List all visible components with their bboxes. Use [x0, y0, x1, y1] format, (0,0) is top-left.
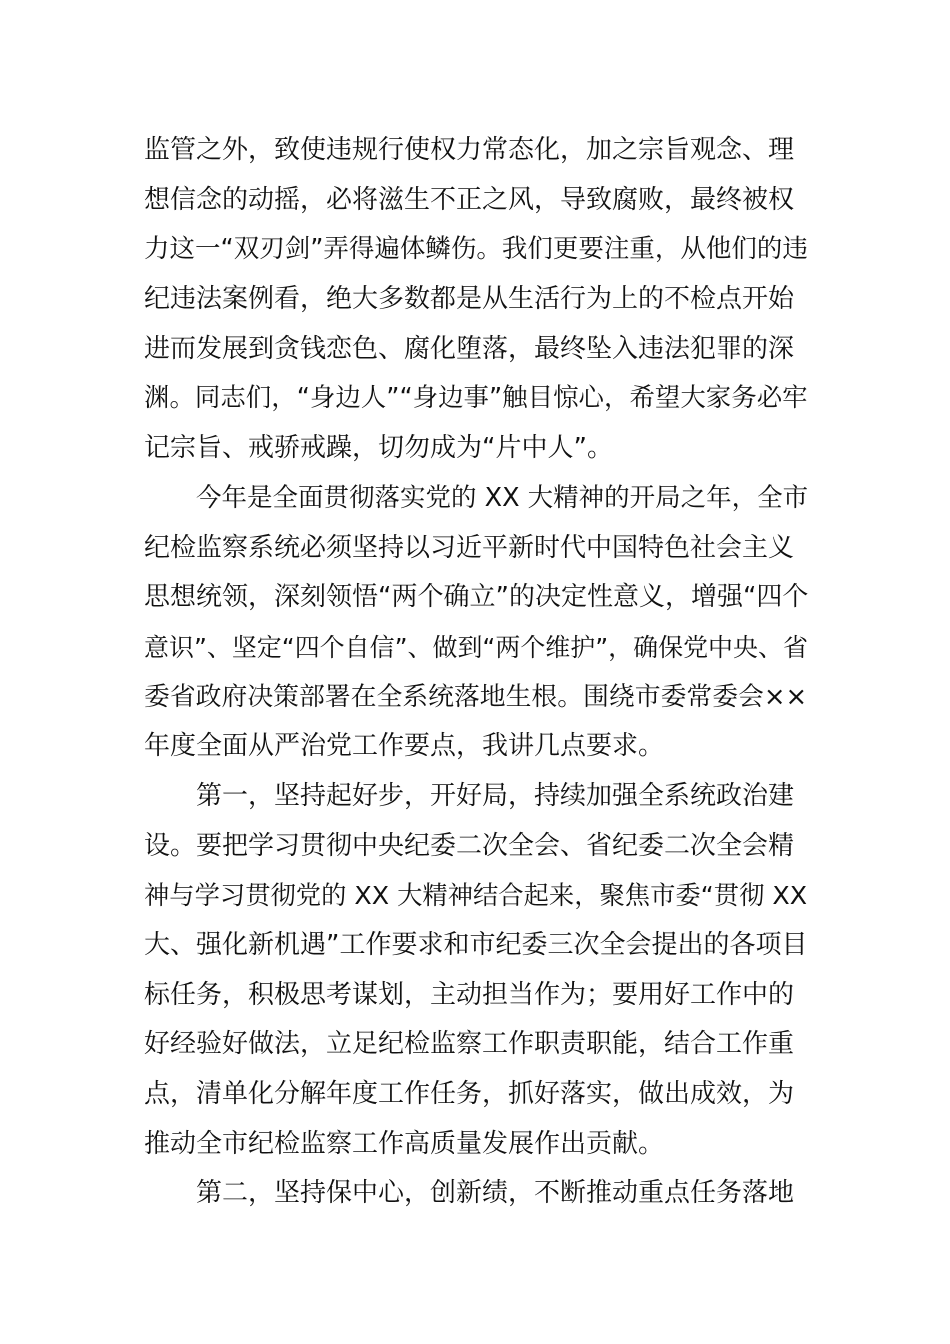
text-line: 意识”、坚定“四个自信”、做到“两个维护”，确保党中央、省 — [144, 632, 808, 662]
text-line: 进而发展到贪钱恋色、腐化堕落，最终坠入违法犯罪的深 — [144, 333, 795, 364]
text-line: 好经验好做法，立足纪检监察工作职责职能，结合工作重 — [144, 1029, 795, 1060]
paragraph-4 — [144, 1169, 808, 1219]
document-body — [144, 126, 808, 1219]
text-line: 纪违法案例看，绝大多数都是从生活行为上的不检点开始 — [144, 284, 795, 315]
text-line: 思想统领，深刻领悟“两个确立”的决定性意义，增强“四个 — [144, 582, 809, 613]
text-line: 年度全面从严治党工作要点，我讲几点要求。 — [144, 731, 665, 762]
paragraph-1 — [144, 126, 808, 474]
text-line: 想信念的动摇，必将滋生不正之风，导致腐败，最终被权 — [144, 184, 795, 215]
text-line: 监管之外，致使违规行使权力常态化，加之宗旨观念、理 — [144, 135, 795, 165]
text-line: 第一，坚持起好步，开好局，持续加强全系统政治建 — [196, 780, 795, 811]
text-line: 纪检监察系统必须坚持以习近平新时代中国特色社会主义 — [144, 532, 795, 563]
text-line: 渊。同志们，“身边人”“身边事”触目惊心，希望大家务必牢 — [144, 383, 808, 414]
paragraph-3 — [144, 772, 808, 1170]
text-line: 推动全市纪检监察工作高质量发展作出贡献。 — [144, 1128, 665, 1159]
text-line: 力这一“双刃剑”弄得遍体鳞伤。我们更要注重，从他们的违 — [144, 234, 808, 265]
text-line: 记宗旨、戒骄戒躁，切勿成为“片中人”。 — [144, 433, 613, 464]
text-line: 大、强化新机遇”工作要求和市纪委三次全会提出的各项目 — [144, 930, 808, 960]
text-line: 委省政府决策部署在全系统落地生根。围绕市委常委会×× — [144, 681, 808, 712]
text-line: 第二，坚持保中心，创新绩，不断推动重点任务落地 — [196, 1178, 795, 1209]
paragraph-2 — [144, 474, 808, 772]
text-line: 设。要把学习贯彻中央纪委二次全会、省纪委二次全会精 — [144, 830, 795, 861]
text-line: 点，清单化分解年度工作任务，抓好落实，做出成效，为 — [144, 1079, 795, 1110]
text-line: 神与学习贯彻党的 XX 大精神结合起来，聚焦市委“贯彻 XX — [144, 881, 808, 911]
text-line: 标任务，积极思考谋划，主动担当作为；要用好工作中的 — [144, 979, 795, 1010]
text-line: 今年是全面贯彻落实党的 XX 大精神的开局之年，全市 — [196, 482, 809, 513]
